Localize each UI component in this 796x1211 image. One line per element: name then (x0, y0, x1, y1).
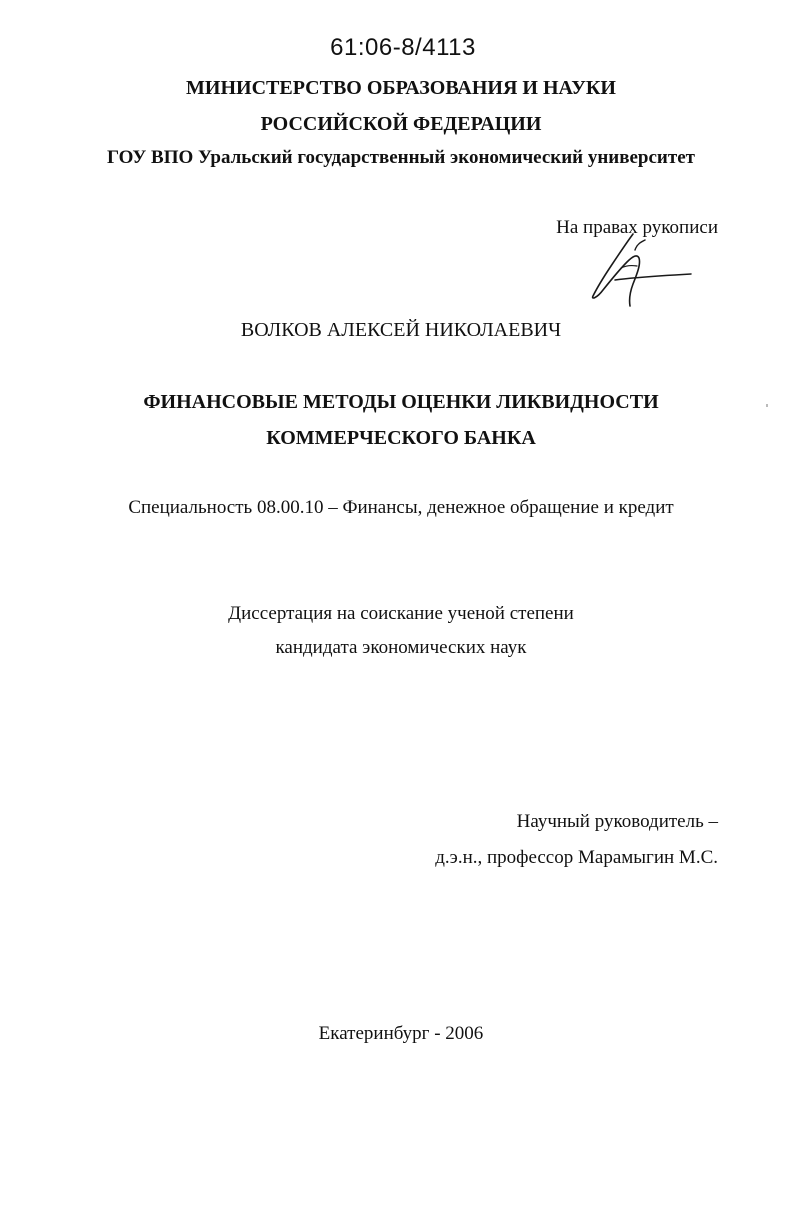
advisor-name: д.э.н., профессор Марамыгин М.С. (435, 847, 718, 868)
advisor-label: Научный руководитель – (516, 811, 718, 832)
author-signature (575, 232, 700, 312)
university-name: ГОУ ВПО Уральский государственный экономический университет (107, 147, 695, 168)
degree-line1: Диссертация на соискание ученой степени (228, 603, 574, 624)
author-name: ВОЛКОВ АЛЕКСЕЙ НИКОЛАЕВИЧ (240, 319, 562, 341)
scan-speck (766, 404, 768, 407)
catalog-number: 61:06-8/4113 (330, 34, 476, 61)
ministry-name-line2: РОССИЙСКОЙ ФЕДЕРАЦИИ (260, 113, 542, 135)
ministry-name-line1: МИНИСТЕРСТВО ОБРАЗОВАНИЯ И НАУКИ (186, 77, 616, 99)
thesis-title-line2: КОММЕРЧЕСКОГО БАНКА (266, 427, 536, 449)
specialty-line: Специальность 08.00.10 – Финансы, денежное обращение и кредит (128, 497, 674, 518)
degree-line2: кандидата экономических наук (275, 637, 527, 658)
thesis-title-line1: ФИНАНСОВЫЕ МЕТОДЫ ОЦЕНКИ ЛИКВИДНОСТИ (143, 391, 659, 413)
city-year: Екатеринбург - 2006 (318, 1023, 484, 1044)
manuscript-rights-note: На правах рукописи (556, 217, 718, 238)
